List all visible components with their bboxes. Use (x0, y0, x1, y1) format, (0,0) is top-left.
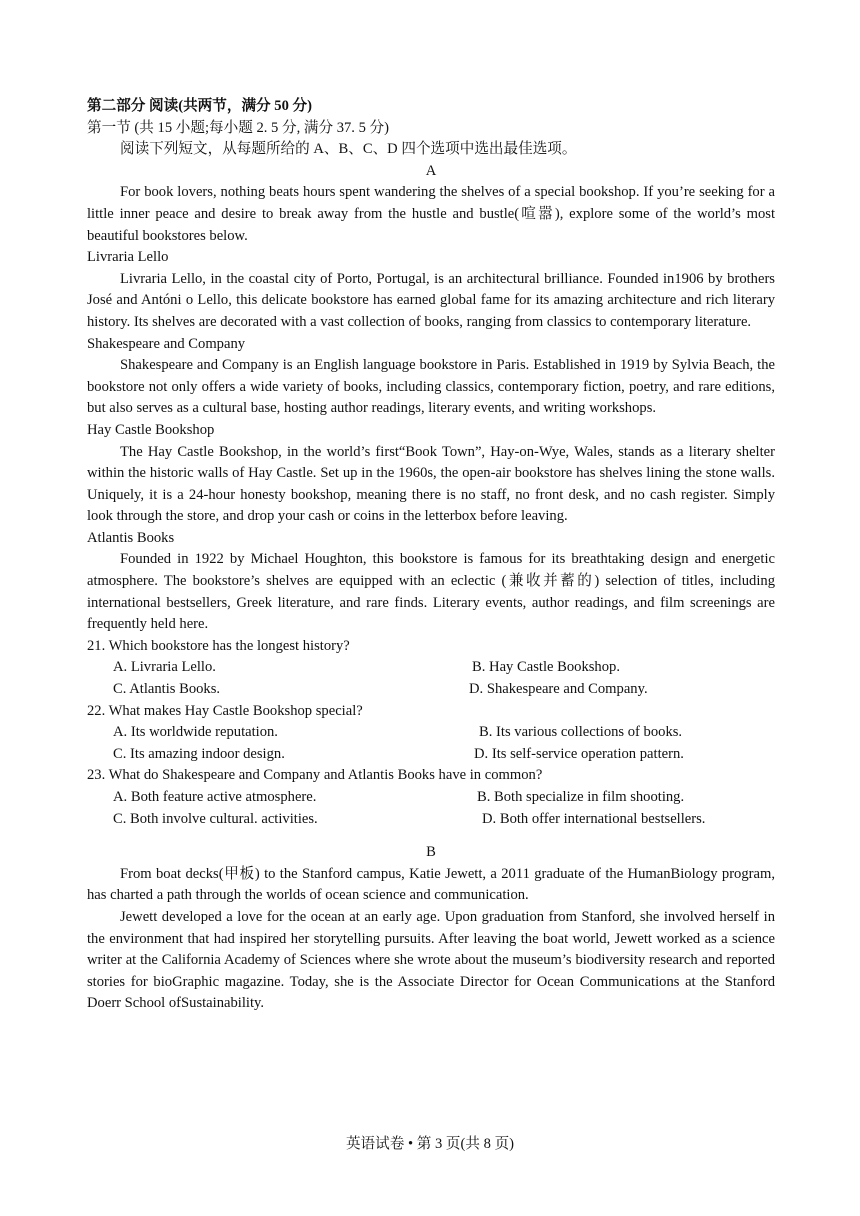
store-text-hay-castle-bookshop: The Hay Castle Bookshop, in the world’s first“Book Town”, Hay-on-Wye, Wales, stands as a literary shelter within the historic walls of Hay Castle. Set up in the 1960s, the open-air bookstore has shelves lining the stone walls. Uniquely, it is a 24-hour honesty bookshop, meaning there is no staff, no front desk, and no cash register. Simply look through the store, and drop your cash or coins in the letterbox before leaving. (87, 443, 775, 525)
question-21-options-row-1 (87, 657, 775, 679)
passage-a-intro: For book lovers, nothing beats hours spent wandering the shelves of a special bookshop. If you’re seeking for a little inner peace and desire to break away from the hustle and bustle(喧嚣), explore some of the world’s most beautiful bookstores below. (87, 184, 775, 244)
page-content (87, 96, 775, 1015)
question-23-stem: 23. What do Shakespeare and Company and Atlantis Books have in common? (87, 767, 543, 784)
question-22-options-row-2 (87, 744, 775, 766)
question-22-option-d[interactable]: D. Its self-service operation pattern. (474, 745, 684, 762)
part-title: 第二部分 阅读(共两节，满分 50 分) (87, 98, 312, 114)
question-23-option-d[interactable]: D. Both offer international bestsellers. (482, 810, 706, 827)
question-22-stem: 22. What makes Hay Castle Bookshop special? (87, 702, 363, 719)
store-name-livraria-lello: Livraria Lello (87, 249, 169, 266)
question-22-option-b[interactable]: B. Its various collections of books. (479, 724, 683, 741)
passage-a-letter: A (425, 162, 437, 179)
question-21-option-d[interactable]: D. Shakespeare and Company. (469, 681, 648, 698)
passage-b-paragraph-1: From boat decks(甲板) to the Stanford campus, Katie Jewett, a 2011 graduate of the HumanBiology program, has charted a path through the worlds of ocean science and communication. (87, 865, 775, 904)
question-23-option-c[interactable]: C. Both involve cultural. activities. (113, 810, 318, 827)
store-name-hay-castle-bookshop: Hay Castle Bookshop (87, 421, 215, 438)
passage-b-letter: B (426, 844, 436, 861)
question-23-option-a[interactable]: A. Both feature active atmosphere. (113, 789, 317, 805)
instruction-text: 阅读下列短文，从每题所给的 A、B、C、D 四个选项中选出最佳选项。 (120, 141, 577, 158)
store-name-atlantis-books: Atlantis Books (87, 529, 175, 546)
question-22-options-row-1 (87, 722, 775, 744)
question-21-option-c[interactable]: C. Atlantis Books. (113, 681, 221, 698)
question-21-option-b[interactable]: B. Hay Castle Bookshop. (472, 659, 620, 676)
passage-b-paragraph-2: Jewett developed a love for the ocean at an early age. Upon graduation from Stanford, she involved herself in the environment that had inspired her storytelling pursuits. After leaving the boat world, Jewett worked as a science writer at the California Academy of Sciences where she wrote about the museum’s biodiversity research and reported stories for bioGraphic magazine. Today, she is the Associate Director for Ocean Communications at the Stanford Doerr School ofSustainability. (87, 908, 775, 1012)
question-21-stem: 21. Which bookstore has the longest history? (87, 637, 350, 654)
question-22-option-a[interactable]: A. Its worldwide reputation. (113, 724, 278, 741)
question-21-option-a[interactable]: A. Livraria Lello. (113, 659, 216, 676)
question-22-option-c[interactable]: C. Its amazing indoor design. (113, 745, 285, 762)
question-23-options-row-1 (87, 787, 775, 809)
question-21-options-row-2 (87, 679, 775, 701)
store-name-shakespeare-and-company: Shakespeare and Company (87, 335, 246, 352)
store-text-atlantis-books: Founded in 1922 by Michael Houghton, this bookstore is famous for its breathtaking design and energetic atmosphere. The bookstore’s shelves are equipped with an eclectic (兼收并蓄的) selection of titles, including international bestsellers, Greek literature, and rare finds. Literary events, author readings, and film screenings are frequently held here. (87, 551, 775, 633)
page-footer: 英语试卷 • 第 3 页(共 8 页) (345, 1136, 515, 1152)
store-text-livraria-lello: Livraria Lello, in the coastal city of Porto, Portugal, is an architectural brilliance. Founded in1906 by brothers José and Antóni o Lello, this delicate bookstore has earned global fame for its amazing architecture and rich literary history. Its shelves are decorated with a vast collection of books, ranging from classics to contemporary literature. (87, 270, 775, 330)
store-text-shakespeare-and-company: Shakespeare and Company is an English language bookstore in Paris. Established in 1919 by Sylvia Beach, the bookstore not only offers a wide variety of books, including classics, contemporary fiction, poetry, and rare editions, but also serves as a cultural base, hosting author readings, literary events, and writing workshops. (87, 357, 775, 417)
question-23-options-row-2 (87, 809, 775, 831)
question-23-option-b[interactable]: B. Both specialize in film shooting. (477, 789, 685, 805)
section-spacer (87, 830, 775, 842)
section-title: 第一节 (共 15 小题;每小题 2. 5 分, 满分 37. 5 分) (87, 119, 390, 136)
